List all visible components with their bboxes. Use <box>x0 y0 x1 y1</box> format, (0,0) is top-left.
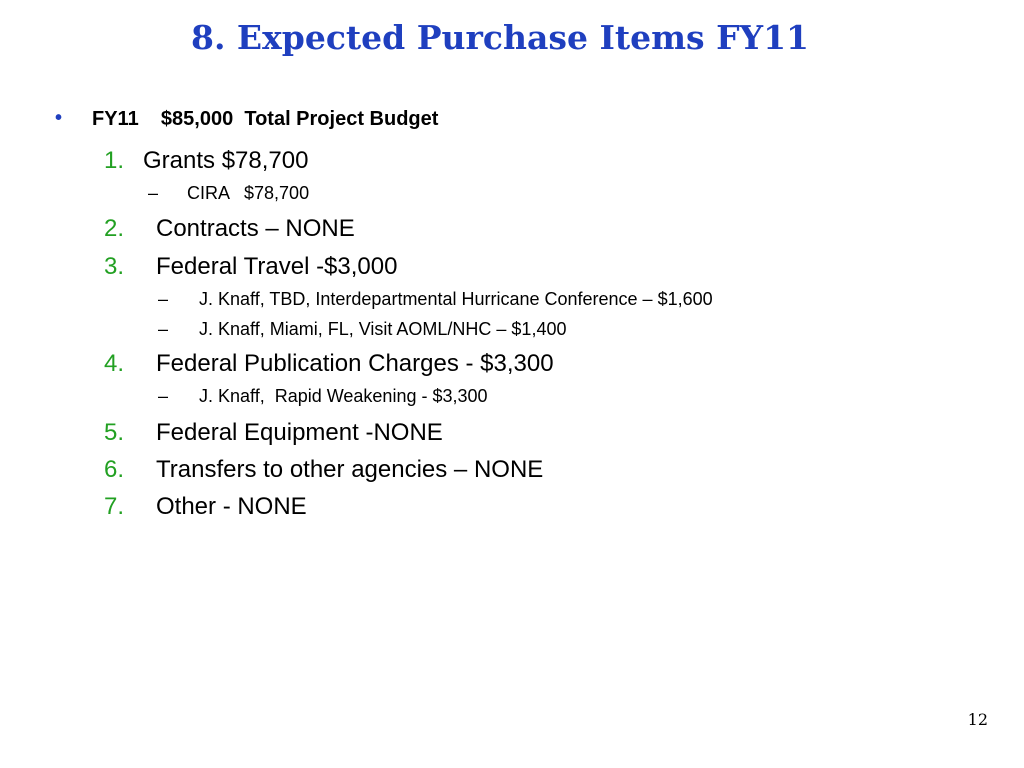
sub-item: J. Knaff, Rapid Weakening - $3,300 <box>199 386 488 406</box>
sub-dash: – <box>148 183 159 203</box>
item-text: Federal Equipment -NONE <box>156 419 443 446</box>
sub-dash: – <box>158 386 169 406</box>
sub-item: J. Knaff, Miami, FL, Visit AOML/NHC – $1,400 <box>199 319 567 339</box>
sub-dash: – <box>158 319 169 339</box>
item-number: 6. <box>104 456 125 483</box>
sub-item: J. Knaff, TBD, Interdepartmental Hurricane Conference – $1,600 <box>199 289 713 309</box>
sub-item: CIRA $78,700 <box>187 183 310 203</box>
bullet-dot-icon: • <box>55 107 63 129</box>
slide-title: 8. Expected Purchase Items FY11 <box>190 18 810 57</box>
item-number: 5. <box>104 419 125 446</box>
item-text: Grants $78,700 <box>143 147 309 174</box>
item-number: 4. <box>104 350 125 377</box>
budget-text: FY11 $85,000 Total Project Budget <box>92 108 439 130</box>
item-text: Federal Travel -$3,000 <box>156 253 398 280</box>
sub-dash: – <box>158 289 169 309</box>
item-number: 7. <box>104 493 125 520</box>
item-text: Federal Publication Charges - $3,300 <box>156 350 554 377</box>
item-number: 3. <box>104 253 125 280</box>
item-text: Contracts – NONE <box>156 215 355 242</box>
item-number: 2. <box>104 215 125 242</box>
item-text: Other - NONE <box>156 493 307 520</box>
item-text: Transfers to other agencies – NONE <box>156 456 544 483</box>
item-number: 1. <box>104 147 125 174</box>
page-number: 12 <box>967 710 988 729</box>
